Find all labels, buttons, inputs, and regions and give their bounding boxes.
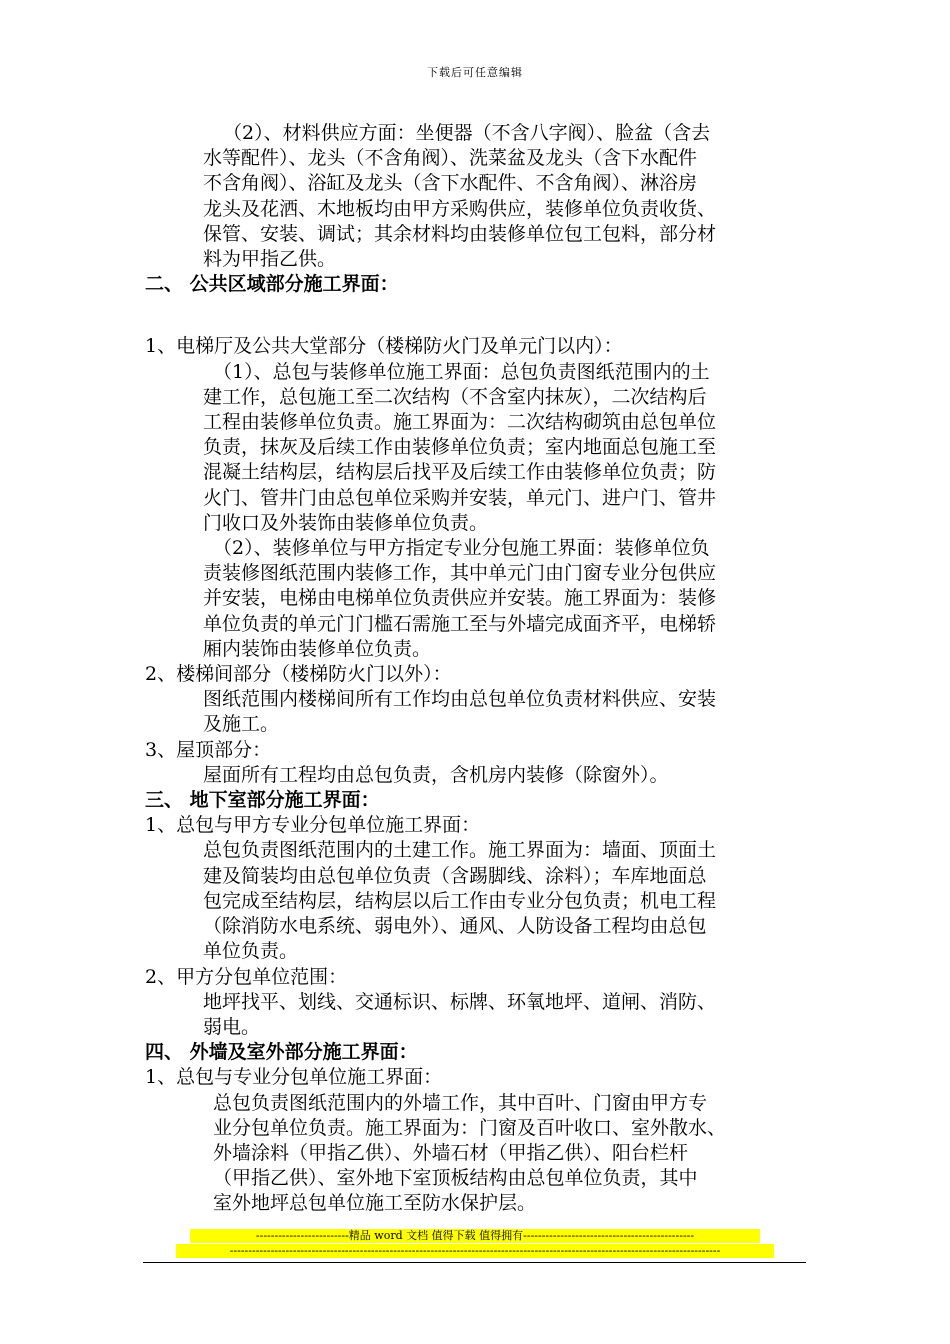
paragraph-line: 总包负责图纸范围内的土建工作。施工界面为：墙面、顶面土 [203,839,717,862]
section-heading-2: 二、 公共区域部分施工界面： [145,273,399,296]
paragraph-line: 龙头及花洒、木地板均由甲方采购供应，装修单位负责收货、 [203,197,717,220]
paragraph-line: 单位负责的单元门门槛石需施工至与外墙完成面齐平，电梯轿 [203,612,717,635]
paragraph-line: 单位负责。 [203,940,299,963]
paragraph-line: （2）、材料供应方面：坐便器（不含八字阀）、脸盆（含去 [223,122,711,144]
paragraph-line: 水等配件）、龙头（不含角阀）、洗菜盆及龙头（含下水配件 [203,147,698,170]
paragraph-line: 业分包单位负责。施工界面为：门窗及百叶收口、室外散水、 [213,1116,727,1139]
paragraph-line: 弱电。 [203,1015,261,1038]
page-header: 下载后可任意编辑 [427,66,523,79]
paragraph-line: 门收口及外装饰由装修单位负责。 [203,511,489,534]
paragraph-line: 并安装，电梯由电梯单位负责供应并安装。施工界面为：装修 [203,587,717,610]
subsection-title: 3、屋顶部分： [145,738,272,761]
paragraph-line: 总包负责图纸范围内的外墙工作，其中百叶、门窗由甲方专 [213,1091,708,1114]
paragraph-line: 包完成至结构层，结构层以后工作由专业分包负责；机电工程 [203,889,717,912]
subsection-title: 2、楼梯间部分（楼梯防火门以外）： [145,663,452,686]
paragraph-line: 外墙涂料（甲指乙供）、外墙石材（甲指乙供）、阳台栏杆 [213,1141,689,1164]
footer-dashes: ------------------------------------------------------------------------------------------------------------------------------------ [176,1244,774,1258]
paragraph-line: 及施工。 [203,713,280,736]
section-heading-4: 四、 外墙及室外部分施工界面： [145,1041,418,1064]
paragraph-line: 地坪找平、划线、交通标识、标牌、环氧地坪、道闸、消防、 [203,990,717,1013]
paragraph-line: 火门、管井门由总包单位采购并安装，单元门、进户门、管井 [203,486,717,509]
paragraph-line: （1）、总包与装修单位施工界面：总包负责图纸范围内的土 [213,360,710,383]
paragraph-line: 图纸范围内楼梯间所有工作均由总包单位负责材料供应、安装 [203,688,717,711]
footer-rule [143,1262,806,1263]
document-body [145,121,815,1217]
paragraph-line: 料为甲指乙供。 [203,248,337,271]
paragraph-line: 责装修图纸范围内装修工作，其中单元门由门窗专业分包供应 [203,562,717,585]
paragraph-line: 工程由装修单位负责。施工界面为：二次结构砌筑由总包单位 [203,411,717,434]
paragraph-line: 负责，抹灰及后续工作由装修单位负责；室内地面总包施工至 [203,436,717,459]
paragraph-line: 建及简装均由总包单位负责（含踢脚线、涂料）；车库地面总 [203,864,707,887]
subsection-title: 1、总包与专业分包单位施工界面： [145,1066,443,1089]
paragraph-line: 室外地坪总包单位施工至防水保护层。 [213,1192,537,1215]
paragraph-line: 建工作，总包施工至二次结构（不含室内抹灰），二次结构后 [203,385,707,408]
paragraph-line: （除消防水电系统、弱电外）、通风、人防设备工程均由总包 [203,915,707,938]
paragraph-line: 不含角阀）、浴缸及龙头（含下水配件、不含角阀）、淋浴房 [203,172,698,195]
subsection-title: 1、电梯厅及公共大堂部分（楼梯防火门及单元门以内）： [145,335,623,358]
paragraph-line: （甲指乙供）、室外地下室顶板结构由总包单位负责，其中 [213,1167,698,1190]
paragraph-line: 保管、安装、调试；其余材料均由装修单位包工包料，部分材 [203,222,717,245]
paragraph-line: 混凝土结构层，结构层后找平及后续工作由装修单位负责；防 [203,461,717,484]
section-heading-3: 三、 地下室部分施工界面： [145,789,380,812]
subsection-title: 2、甲方分包单位范围： [145,965,348,988]
paragraph-line: （2）、装修单位与甲方指定专业分包施工界面：装修单位负 [213,537,710,560]
footer-banner: -------------------------精品 word 文档 值得下载 值得拥有---------------------------------------------- [190,1229,760,1243]
subsection-title: 1、总包与甲方专业分包单位施工界面： [145,814,481,837]
paragraph-line: 屋面所有工程均由总包负责，含机房内装修（除窗外）。 [203,763,669,786]
paragraph-line: 厢内装饰由装修单位负责。 [203,637,432,660]
